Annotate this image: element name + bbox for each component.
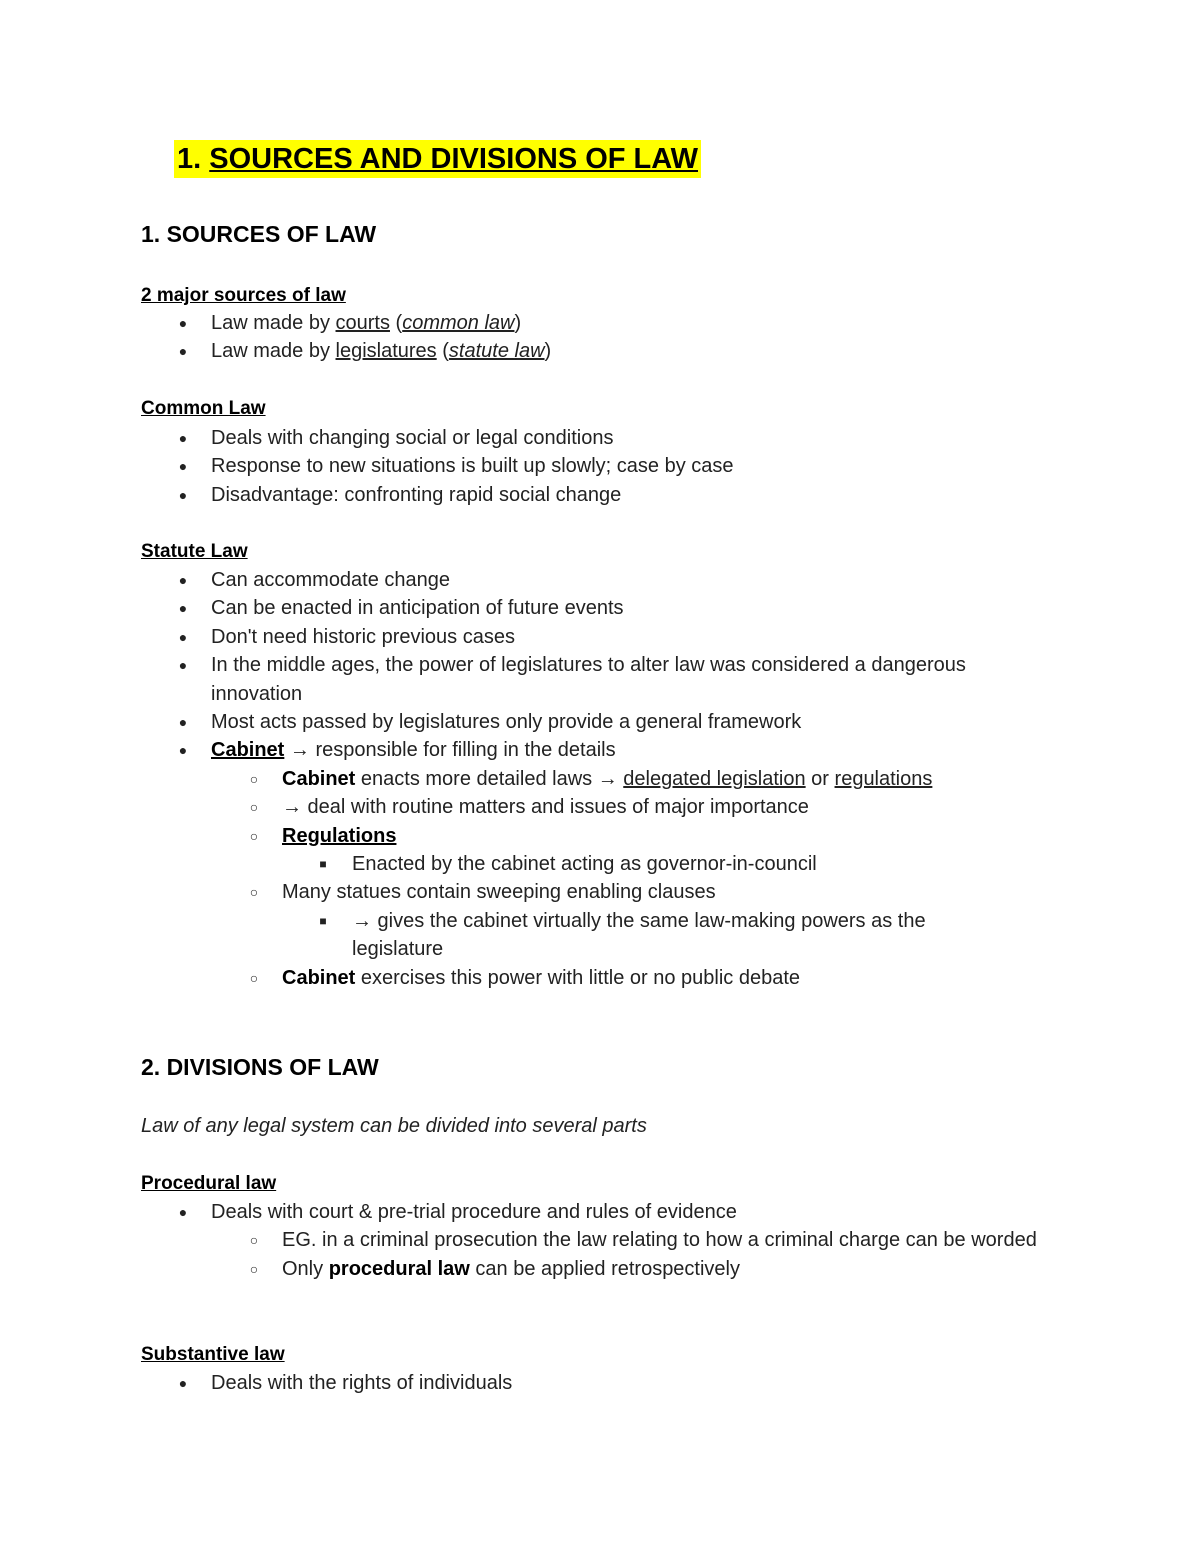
hollow-circle-icon: ○ [249, 770, 259, 787]
list-item-cabinet: ● Cabinet → responsible for filling in the details [0, 736, 1041, 764]
statute-law-list [0, 566, 1200, 992]
square-bullet-icon: ■ [319, 913, 327, 928]
list-item: ● Law made by legislatures (statute law) [0, 337, 1041, 365]
section-heading-divisions: 2. DIVISIONS OF LAW [141, 1054, 379, 1080]
subheading-substantive-law: Substantive law [141, 1344, 285, 1365]
divisions-intro: Law of any legal system can be divided into several parts [141, 1115, 647, 1137]
list-item: ■ Enacted by the cabinet acting as governor-in-council [0, 850, 992, 878]
list-item: ○ → deal with routine matters and issues of major importance [0, 793, 1042, 821]
list-item: ● Deals with court & pre-trial procedure and rules of evidence [0, 1198, 1041, 1226]
substantive-law-list [0, 1369, 1200, 1397]
list-item: ● Don't need historic previous cases [0, 623, 1041, 651]
procedural-law-list [0, 1198, 1200, 1283]
list-item: ● In the middle ages, the power of legislatures to alter law was considered a dangerous innovation [0, 651, 1041, 708]
hollow-circle-icon: ○ [249, 884, 259, 901]
bullet-icon: ● [178, 1204, 188, 1220]
subheading-statute-law: Statute Law [141, 541, 248, 562]
list-item: ● Most acts passed by legislatures only provide a general framework [0, 708, 1041, 736]
list-item: ○ Only procedural law can be applied retrospectively [0, 1255, 1042, 1283]
bullet-icon: ● [178, 486, 188, 503]
subheading-major-sources: 2 major sources of law [141, 285, 346, 306]
list-item: ● Can accommodate change [0, 566, 1041, 594]
bullet-icon: ● [178, 572, 188, 588]
common-law-list [0, 424, 1200, 509]
subheading-common-law: Common Law [141, 398, 266, 419]
list-item: ● Can be enacted in anticipation of future events [0, 594, 1041, 622]
list-item: ● Disadvantage: confronting rapid social change [0, 481, 1041, 509]
list-item: ● Response to new situations is built up slowly; case by case [0, 452, 1041, 480]
list-item: ○ Many statues contain sweeping enabling clauses [0, 878, 1042, 906]
bullet-icon: ● [178, 600, 188, 617]
bullet-icon: ● [178, 343, 188, 360]
list-item: ● Law made by courts (common law) [0, 309, 1041, 337]
square-bullet-icon: ■ [319, 857, 327, 872]
hollow-circle-icon: ○ [249, 799, 259, 816]
list-item: ■ → gives the cabinet virtually the same law-making powers as the legislature [0, 907, 992, 964]
bullet-icon: ● [178, 714, 188, 731]
bullet-icon: ● [178, 315, 188, 331]
list-item: ● Deals with changing social or legal conditions [0, 424, 1041, 452]
bullet-icon: ● [178, 458, 188, 475]
hollow-circle-icon: ○ [249, 1260, 259, 1277]
list-item: ○ Regulations [0, 822, 1042, 850]
subheading-procedural-law: Procedural law [141, 1173, 277, 1194]
bullet-icon: ● [178, 628, 188, 645]
document-title [174, 140, 701, 178]
list-item: ● Deals with the rights of individuals [0, 1369, 1041, 1397]
bullet-icon: ● [178, 1375, 188, 1391]
list-item: ○ Cabinet exercises this power with little or no public debate [0, 964, 1042, 992]
title-text: SOURCES AND DIVISIONS OF LAW [209, 143, 698, 175]
hollow-circle-icon: ○ [249, 1232, 259, 1249]
major-sources-list [0, 309, 1200, 366]
bullet-icon: ● [178, 430, 188, 446]
title-number: 1. [177, 143, 202, 175]
hollow-circle-icon: ○ [249, 969, 259, 986]
bullet-icon: ● [178, 742, 188, 759]
list-item: ○ EG. in a criminal prosecution the law relating to how a criminal charge can be worded [0, 1226, 1042, 1254]
section-heading-sources: 1. SOURCES OF LAW [141, 221, 377, 247]
bullet-icon: ● [178, 657, 188, 674]
hollow-circle-icon: ○ [249, 827, 259, 844]
list-item: ○ Cabinet enacts more detailed laws → delegated legislation or regulations [0, 765, 1042, 793]
